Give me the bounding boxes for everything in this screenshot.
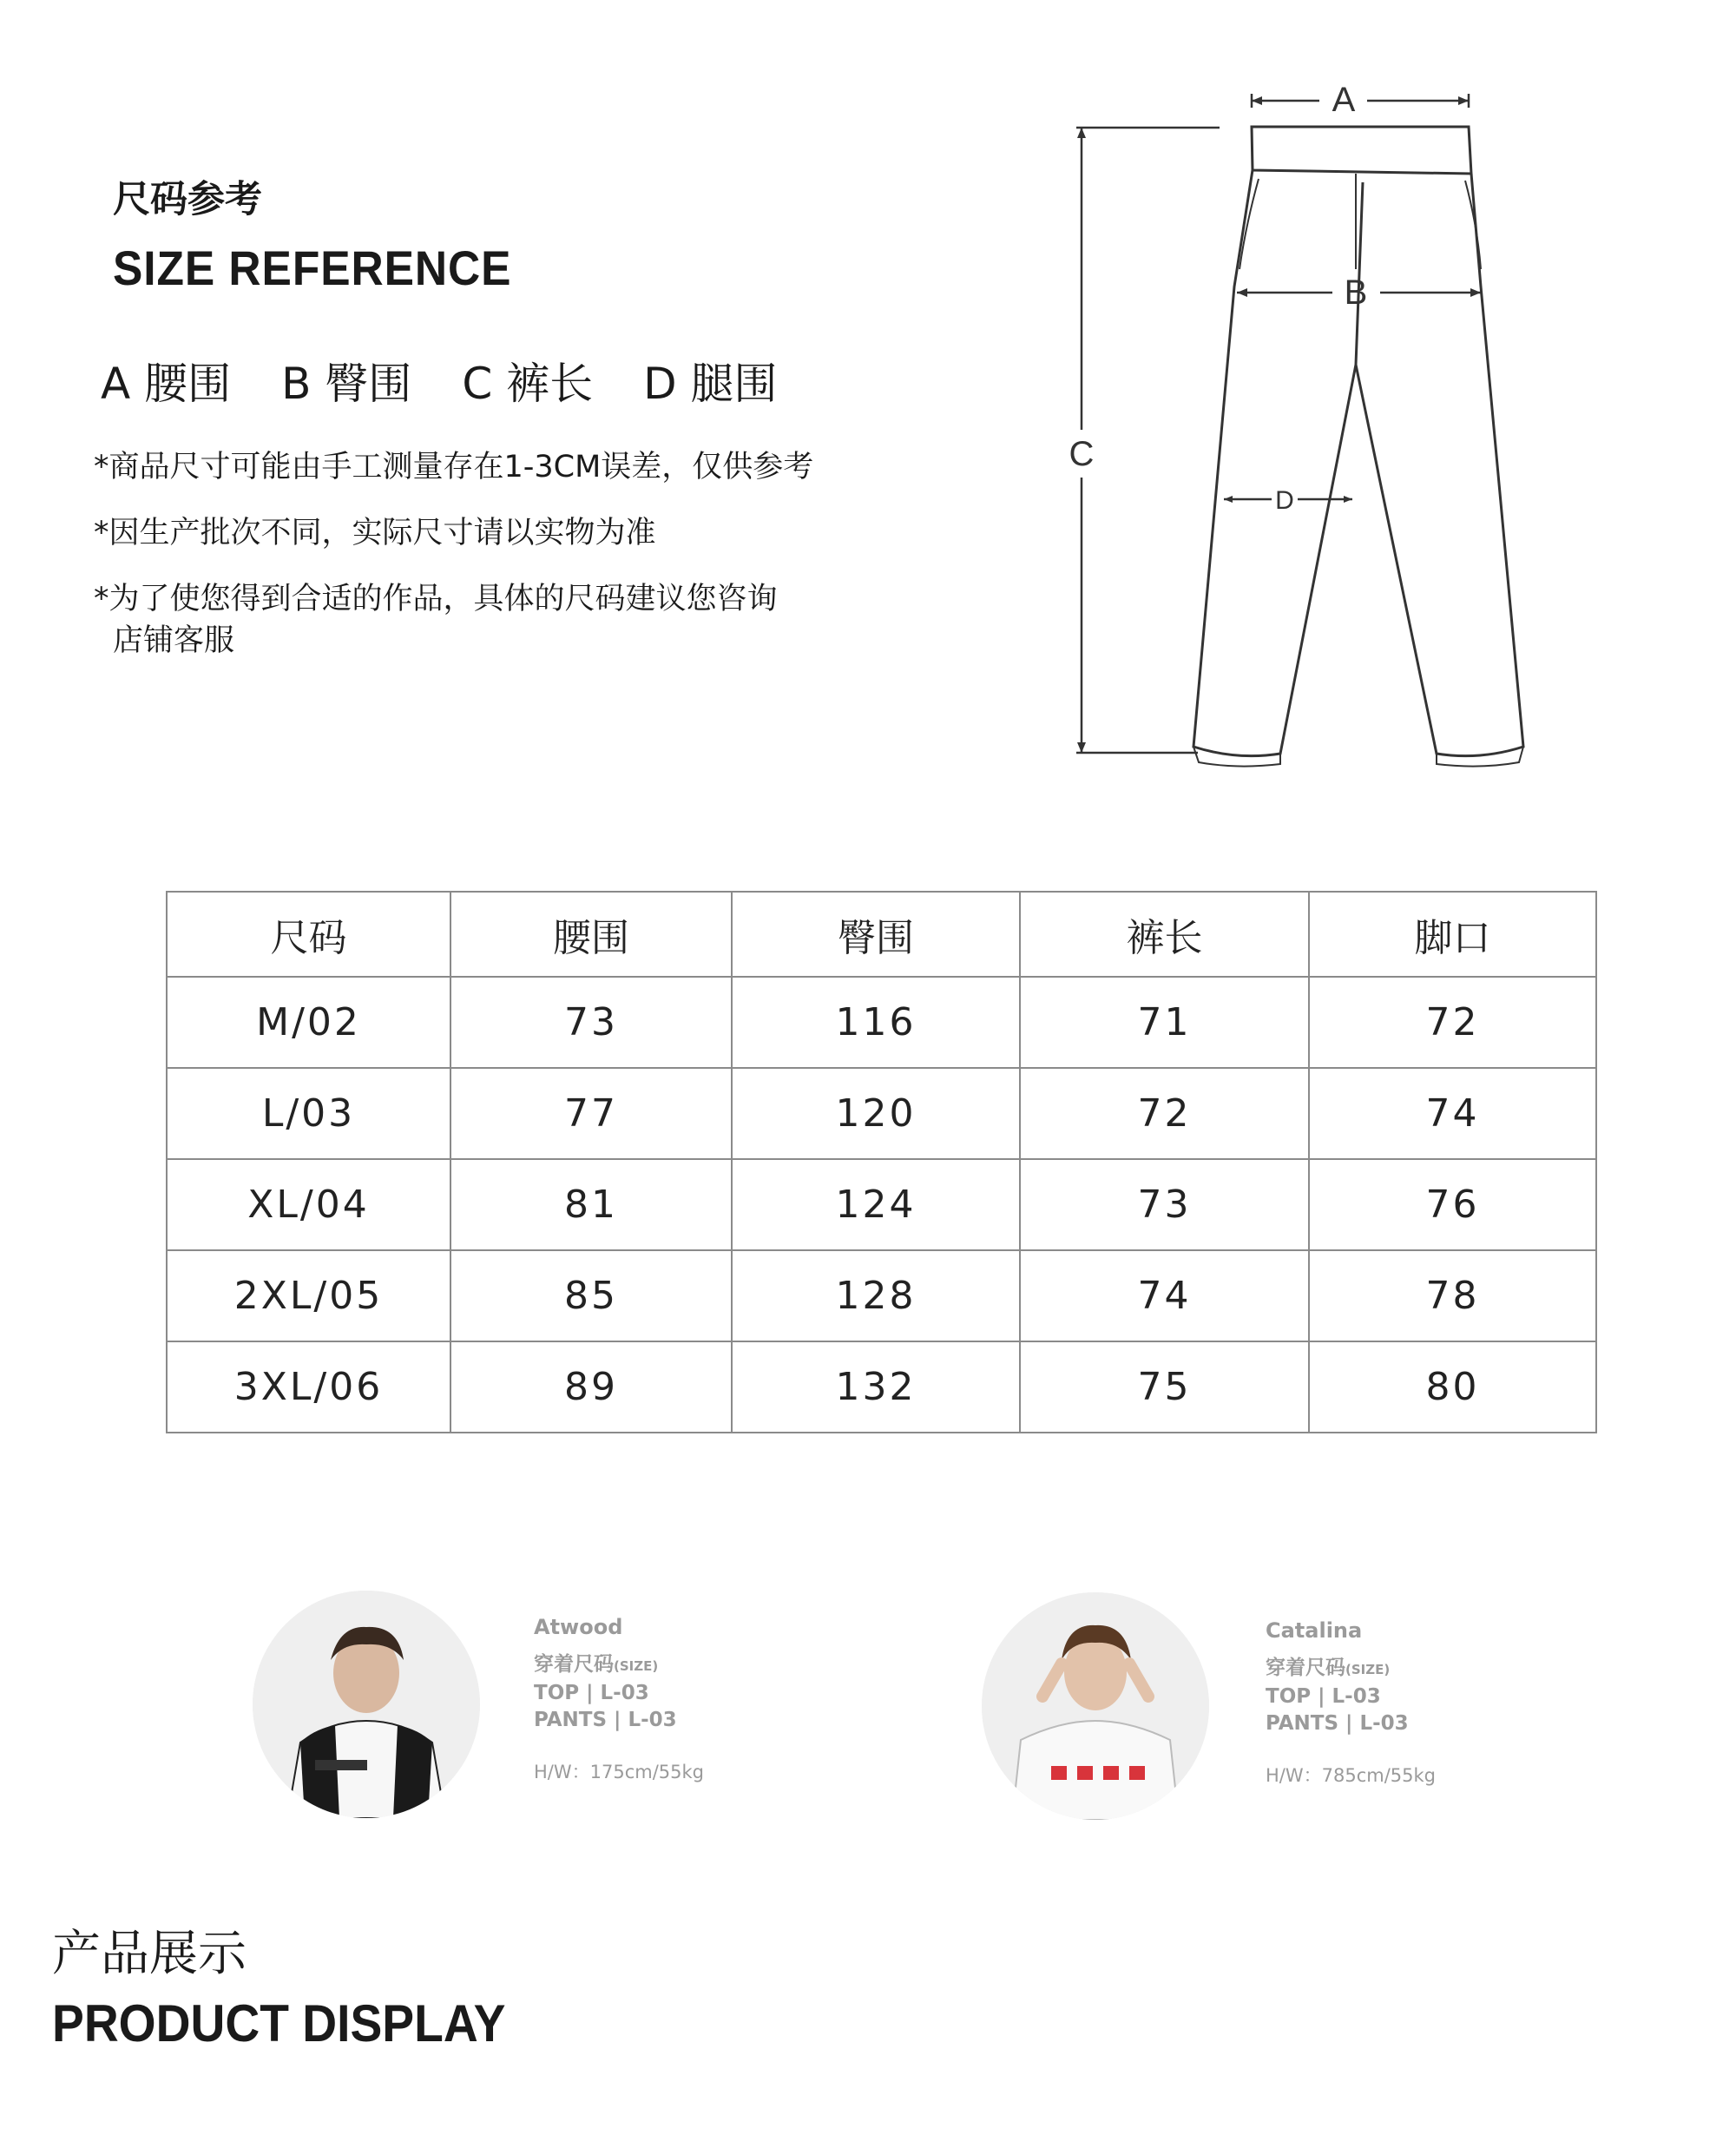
header-hip: 臀围	[732, 892, 1020, 977]
measurement-legend	[101, 349, 778, 412]
model-top-size: TOP | L-03	[534, 1682, 649, 1704]
cell-waist: 77	[450, 1068, 732, 1159]
legend-item-d: D 腿围	[643, 359, 778, 409]
header-size: 尺码	[167, 892, 450, 977]
model-photo-atwood	[253, 1591, 480, 1818]
header-hem: 脚口	[1309, 892, 1596, 977]
cell-size: L/03	[167, 1068, 450, 1159]
model-info-catalina	[1266, 1618, 1436, 1788]
cell-waist: 73	[450, 977, 732, 1068]
table-row	[167, 1159, 1596, 1250]
legend-item-b: B 臀围	[281, 359, 412, 409]
section-title-cn: 尺码参考	[113, 178, 262, 221]
model-top-size: TOP | L-03	[1266, 1685, 1381, 1708]
size-notes	[94, 451, 813, 691]
cell-hip: 132	[732, 1341, 1020, 1433]
diagram-label-b: B	[1344, 273, 1368, 312]
header-length: 裤长	[1020, 892, 1309, 977]
note-consult-cont: 店铺客服	[113, 623, 235, 658]
cell-waist: 85	[450, 1250, 732, 1341]
cell-hip: 124	[732, 1159, 1020, 1250]
legend-item-c: C 裤长	[462, 359, 594, 409]
cell-hip: 120	[732, 1068, 1020, 1159]
cell-hem: 78	[1309, 1250, 1596, 1341]
cell-hem: 74	[1309, 1068, 1596, 1159]
note-batch: *因生产批次不同，实际尺寸请以实物为准	[94, 516, 656, 550]
size-table	[166, 891, 1597, 1433]
waistband-shape	[1252, 127, 1471, 174]
model-photo-catalina	[982, 1592, 1209, 1820]
header-waist: 腰围	[450, 892, 732, 977]
cell-length: 74	[1020, 1250, 1309, 1341]
model-info-atwood	[534, 1615, 704, 1784]
section-title-en: SIZE REFERENCE	[113, 240, 512, 295]
table-header-row	[167, 892, 1596, 977]
cell-hem: 80	[1309, 1341, 1596, 1433]
note-consult: *为了使您得到合适的作品，具体的尺码建议您咨询	[94, 582, 778, 616]
cell-hip: 116	[732, 977, 1020, 1068]
model-size-label: 穿着尺码(SIZE)	[534, 1653, 659, 1676]
model-height-weight: H/W：175cm/55kg	[534, 1762, 705, 1782]
diagram-label-d: D	[1275, 486, 1294, 515]
cell-size: 2XL/05	[167, 1250, 450, 1341]
table-row	[167, 1341, 1596, 1433]
legend-item-a: A 腰围	[101, 359, 232, 409]
cell-length: 75	[1020, 1341, 1309, 1433]
cell-hem: 72	[1309, 977, 1596, 1068]
model-height-weight: H/W：785cm/55kg	[1266, 1765, 1437, 1786]
product-display-title-cn: 产品展示	[52, 1926, 247, 1982]
model-pants-size: PANTS | L-03	[534, 1709, 677, 1731]
model-size-label: 穿着尺码(SIZE)	[1266, 1657, 1391, 1679]
model-figure-icon	[253, 1591, 480, 1818]
model-name: Atwood	[534, 1615, 623, 1639]
table-row	[167, 1250, 1596, 1341]
table-row	[167, 1068, 1596, 1159]
product-display-title-en: PRODUCT DISPLAY	[52, 1994, 506, 2052]
pants-diagram	[998, 35, 1658, 816]
table-row	[167, 977, 1596, 1068]
model-name: Catalina	[1266, 1618, 1363, 1643]
diagram-label-a: A	[1332, 81, 1356, 119]
cell-size: M/02	[167, 977, 450, 1068]
cell-hip: 128	[732, 1250, 1020, 1341]
cell-waist: 81	[450, 1159, 732, 1250]
diagram-label-c: C	[1069, 435, 1095, 473]
cell-waist: 89	[450, 1341, 732, 1433]
pants-outline	[1194, 170, 1363, 756]
cell-length: 72	[1020, 1068, 1309, 1159]
cell-size: XL/04	[167, 1159, 450, 1250]
cell-length: 73	[1020, 1159, 1309, 1250]
model-figure-icon	[982, 1592, 1209, 1820]
cell-hem: 76	[1309, 1159, 1596, 1250]
cell-size: 3XL/06	[167, 1341, 450, 1433]
cell-length: 71	[1020, 977, 1309, 1068]
model-pants-size: PANTS | L-03	[1266, 1712, 1409, 1735]
note-measurement-error: *商品尺寸可能由手工测量存在1-3CM误差，仅供参考	[94, 450, 814, 484]
